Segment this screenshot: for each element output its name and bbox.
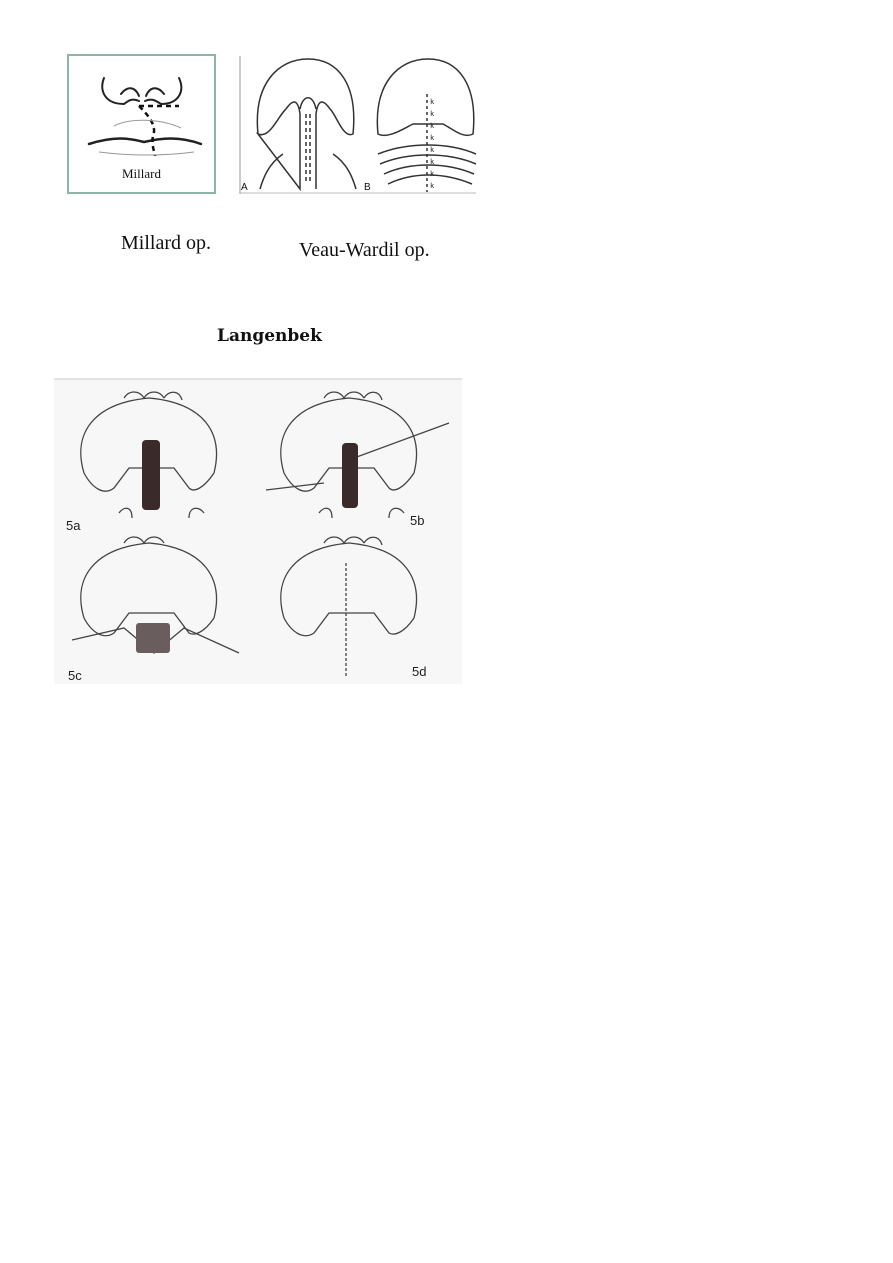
- svg-text:k: k: [430, 158, 435, 166]
- langenbek-panel-5c: 5c: [68, 668, 82, 683]
- millard-diagram: [67, 54, 216, 194]
- veau-panel-a-label: A: [241, 182, 248, 193]
- svg-text:k: k: [430, 110, 435, 118]
- svg-text:k: k: [430, 134, 435, 142]
- svg-text:k: k: [430, 170, 435, 178]
- langenbek-diagram: [54, 378, 462, 684]
- langenbek-panel-5d: 5d: [412, 664, 427, 679]
- veau-panel-b-label: B: [364, 182, 371, 193]
- langenbek-panel-5a: 5a: [66, 518, 81, 533]
- langenbek-heading: Langenbek: [217, 326, 322, 346]
- veau-wardil-diagram: [238, 54, 478, 196]
- svg-text:k: k: [430, 182, 435, 190]
- svg-text:k: k: [430, 98, 435, 106]
- veau-wardil-sketch: [238, 54, 478, 196]
- langenbek-panel-5b: 5b: [410, 513, 425, 528]
- millard-inner-label: Millard: [122, 166, 161, 181]
- veau-wardil-caption: Veau-Wardil op.: [299, 239, 430, 261]
- langenbek-sketch: [54, 378, 462, 684]
- svg-text:k: k: [430, 122, 435, 130]
- millard-caption: Millard op.: [121, 232, 211, 254]
- svg-text:k: k: [430, 146, 435, 154]
